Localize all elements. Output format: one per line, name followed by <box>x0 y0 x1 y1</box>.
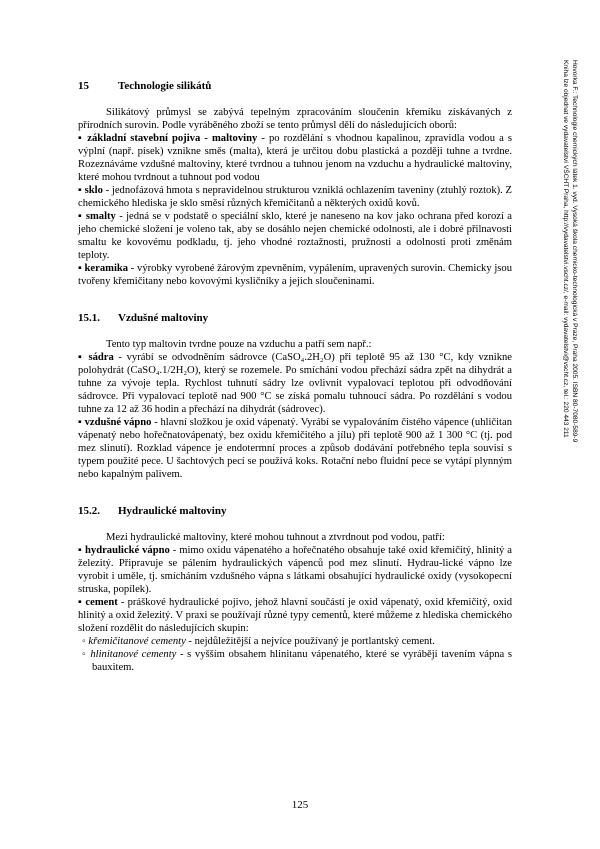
side-note-line-1: Hovorka F.: Technologie chemických látek 1. vyd. Vysoká škola chemicko-technologická v Praze, Praha 2005. ISBN 80-7080-589-9 <box>571 60 578 443</box>
section-heading-15-1 <box>78 312 512 325</box>
list-item <box>78 416 512 481</box>
item-text: - vyrábí se odvodněním sádrovce (CaSO₄.2H₂O) při teplotě 95 až 130 °C, kdy vznikne polohydrát (CaSO₄.1/2H₂O), který se rozemele. Po smíchání vodou přechází sádra zpět na dihydrát a tuhne za vývoje tepla. Rychlost tuhnutí sádry lze ovlivnit vypalovací teplotou při odvodňování sádrovce. Při vypalovací teplotě nad 900 °C se získá pomalu tuhnoucí sádra. Po rozdělání s vodou tuhne za 12 až 36 hodin a přechází na dihydrát (sádrovec). <box>78 352 512 415</box>
item-term: hydraulické vápno <box>85 545 170 556</box>
bullet-icon: ▪ <box>78 263 82 274</box>
page-number: 125 <box>291 799 309 811</box>
bullet-icon: ▪ <box>78 545 83 556</box>
section-number: 15.2. <box>78 505 100 517</box>
item-term: vzdušné vápno <box>84 417 152 428</box>
sub-item-text: - nejdůležitější a nejvíce používaný je portlantský cement. <box>185 636 435 647</box>
sub-bullet-icon: ◦ <box>82 636 86 647</box>
section-number: 15.1. <box>78 312 100 324</box>
item-text: - práškové hydraulické pojivo, jehož hlavní součástí je oxid vápenatý, oxid křemičitý, oxid hlinitý a oxid železitý. V praxi se používají různé typy cementů, které můžeme z hlediska chemického složení rozdělit do následujících skupin: <box>78 597 512 634</box>
sub-list-item <box>78 635 512 648</box>
bullet-icon: ▪ <box>78 417 82 428</box>
sub-item-term: křemičitanové cementy <box>88 636 186 647</box>
section-intro: Tento typ maltovin tvrdne pouze na vzduchu a patří sem např.: <box>106 339 372 350</box>
section-heading-15 <box>78 80 512 93</box>
sub-list-item <box>78 648 512 674</box>
list-item <box>78 596 512 635</box>
sub-item-text: - s vyšším obsahem hlinitanu vápenatého, které se vyrábějí tavením vápna s bauxitem. <box>92 649 513 673</box>
bullet-icon: ▪ <box>78 133 84 144</box>
bullet-icon: ▪ <box>78 352 84 363</box>
item-text: - jedná se v podstatě o speciální sklo, které je naneseno na kov jako ochrana před korozí a jeho chemické složení je voleno tak, aby se dosáhlo nejen chemické odolnosti, ale i dobré přilnavosti smaltu ke kovovému podkladu, tj. jeho vhodné roztažnosti, pružnosti a odolnosti proti změnám teploty. <box>78 211 512 261</box>
list-item <box>78 210 512 262</box>
item-term: sádra <box>88 352 114 363</box>
sub-item-term: hlinitanové cementy <box>90 649 177 660</box>
list-item <box>78 544 512 596</box>
bullet-icon: ▪ <box>78 185 82 196</box>
list-item <box>78 184 512 210</box>
item-text: - výrobky vyrobené žárovým zpevněním, vypálením, upravených surovin. Chemicky jsou tvořeny křemičitany nebo kovovými kysličníky a jejich sloučeninami. <box>78 263 512 287</box>
section-title: Technologie silikátů <box>118 80 212 92</box>
item-term: základní stavební pojiva - maltoviny <box>87 133 258 144</box>
sub-bullet-icon: ◦ <box>82 649 87 660</box>
item-term: cement <box>85 597 118 608</box>
list-item <box>78 132 512 184</box>
side-note <box>561 60 578 680</box>
list-item <box>78 262 512 288</box>
item-text: - mimo oxidu vápenatého a hořečnatého obsahuje také oxid křemičitý, hlinitý a železitý. Připravuje se pálením hydraulických vápenců pod mez slinutí. Hydrau-lické vápno lze vyrobit i uměle, tj. smícháním vzdušného vápna s látkami obsahující hydraulické oxidy (vysokopecní struska, popílek). <box>78 545 512 595</box>
item-text: - jednofázová hmota s nepravidelnou strukturou vzniklá ochlazením taveniny (ztuhlý roztok). Z chemického hlediska je sklo směsí různých křemičitanů a některých oxidů kovů. <box>78 185 512 209</box>
item-text: - po rozdělání s vhodnou kapalinou, zpravidla vodou a s výplní (např. písek) vznikne směs (malta), která je určitou dobu plastická a později tuhne a tvrdne. Rozeznáváme vzdušné maltoviny, které tvrdnou a tuhnou jenom na vzduchu a hydraulické maltoviny, které mohou tvrdnout a tuhnout pod vodou <box>78 133 512 183</box>
section-intro: Mezi hydraulické maltoviny, které mohou tuhnout a ztvrdnout pod vodou, patří: <box>106 532 445 543</box>
section-heading-15-2 <box>78 505 512 518</box>
item-term: keramika <box>84 263 129 274</box>
bullet-icon: ▪ <box>78 211 83 222</box>
list-item <box>78 351 512 416</box>
item-term: smalty <box>85 211 116 222</box>
side-note-line-2: Kniha lze objednat ve vydavatelství VŠCHT Praha, http://vydavatelstvi.vscht.cz/, e-mail: vydavatelstvi@vscht.cz, tel.: 220 443 211 <box>562 60 570 438</box>
section-title: Hydraulické maltoviny <box>118 505 227 517</box>
section-title: Vzdušné maltoviny <box>118 312 209 324</box>
item-text: - hlavní složkou je oxid vápenatý. Vyrábí se vypalováním čistého vápence (uhličitan vápenatý nebo hořečnatovápenatý, bez oxidu křemičitého a jílu) při teplotě 900 až 1 300 °C (tj. pod mez slinutí). Rozklad vápence je endotermní proces a způsob dodávání potřebného tepla souvisí s typem použité pece. U šachtových pecí se používá koks. Rotační nebo fluidní pece se vytápí plynným nebo kapalným palivem. <box>78 417 512 480</box>
section-intro: Silikátový průmysl se zabývá tepelným zpracováním sloučenin křemíku získávaných z přírodních surovin. Podle vyráběného zboží se tento průmysl dělí do následujících oborů: <box>78 107 512 131</box>
page-content <box>78 80 512 674</box>
item-term: sklo <box>84 185 103 196</box>
section-number: 15 <box>78 80 89 92</box>
bullet-icon: ▪ <box>78 597 83 608</box>
